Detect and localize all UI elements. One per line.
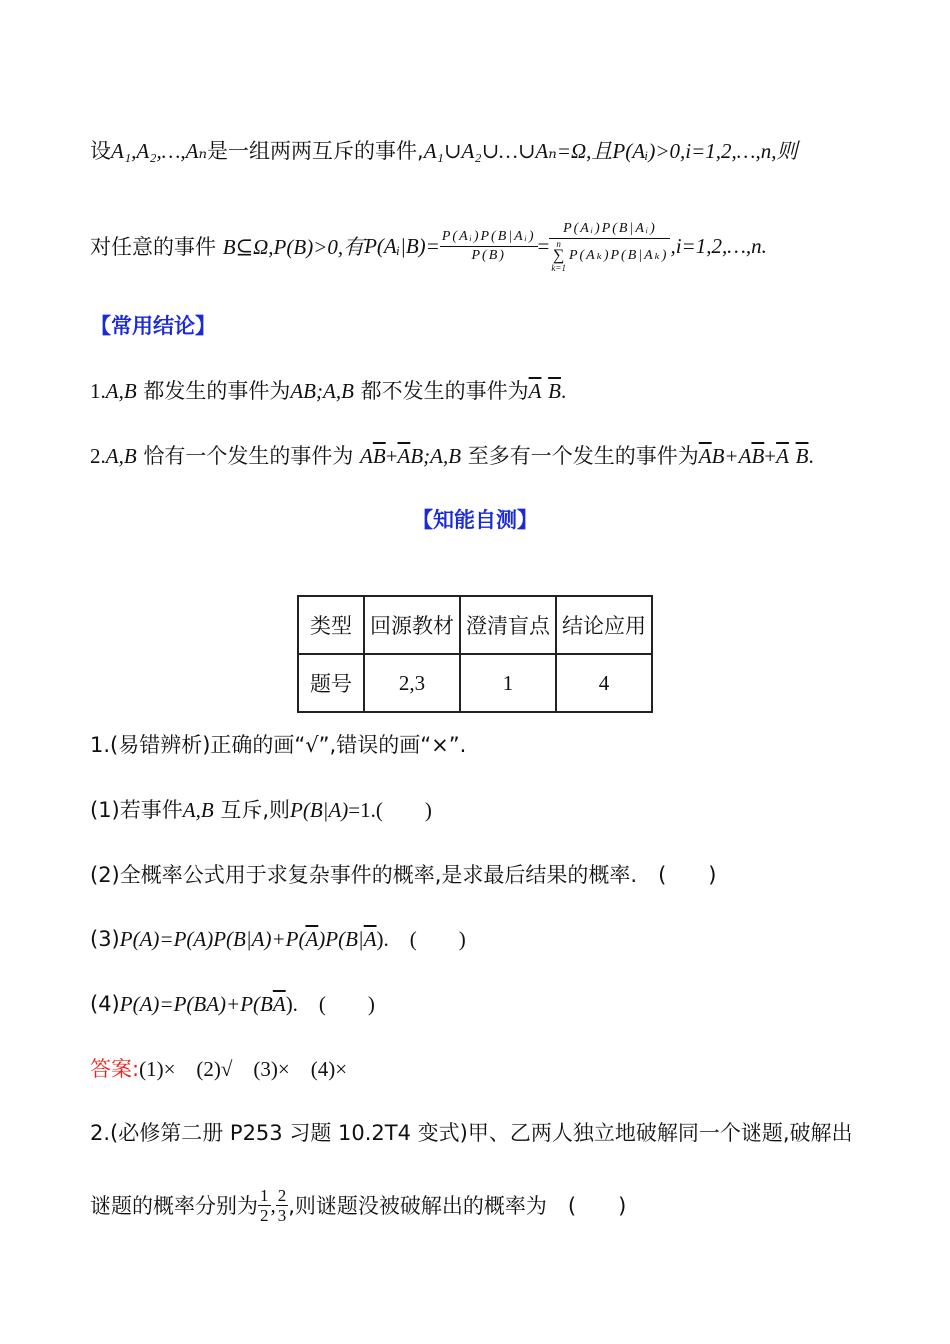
math: A₁,A₂,…,Aₙ [111, 139, 208, 163]
question-2-line-2 [90, 1180, 626, 1230]
overline-math: $\overline{B}$ [372, 444, 386, 468]
denominator: 3 [277, 1205, 287, 1225]
math: A,B [105, 444, 137, 468]
fraction-half [258, 1186, 271, 1225]
overline-math: $\overline{B}$ [548, 379, 561, 403]
math: P(B|A) [290, 798, 349, 822]
math: A,B [182, 798, 214, 822]
overline-math: $\overline{A}$ [397, 444, 411, 468]
num: 2. [90, 444, 106, 468]
math: P(Aᵢ|B)= [364, 233, 440, 258]
text: 谜题的概率分别为 [90, 1194, 258, 1218]
math: B;A,B [410, 444, 462, 468]
math: B+A [711, 444, 752, 468]
text: 是一组两两互斥的事件, [207, 139, 424, 163]
conclusion-1 [90, 376, 566, 406]
math: P(A)=P(A)P(B|A)+P( [119, 927, 306, 951]
math: A,B [105, 379, 137, 403]
num: 1. [90, 379, 106, 403]
section-heading-selftest: 【知能自测】 [412, 508, 538, 532]
text: 设 [90, 139, 111, 163]
overline-math: $\overline{A}$ [363, 927, 377, 951]
overline-math: $\overline{A}$ [272, 992, 286, 1016]
sigma: ∑ [552, 246, 565, 264]
table-cell: 题号 [298, 654, 364, 712]
table-cell: 4 [556, 654, 652, 712]
question-1-answer [90, 1054, 347, 1084]
question-1-item-4 [90, 989, 375, 1019]
question-type-table [297, 595, 653, 713]
text: 对任意的事件 [90, 235, 216, 259]
text: =1.( ) [348, 798, 432, 822]
text: 至多有一个发生的事件为 [467, 444, 699, 468]
overline-math: $\overline{B}$ [751, 444, 765, 468]
numerator: 2 [277, 1185, 287, 1205]
text: 互斥,则 [220, 798, 291, 822]
formula-line-2 [90, 206, 767, 286]
overline-math: $\overline{A}$ [528, 379, 542, 403]
math: ,i=1,2,…,n. [670, 233, 767, 258]
table-row [298, 654, 652, 712]
question-1-item-1 [90, 795, 432, 825]
fraction-1 [440, 228, 538, 265]
text: 都发生的事件为 [143, 379, 291, 403]
math: A [360, 444, 373, 468]
table-cell: 2,3 [364, 654, 460, 712]
table-cell: 回源教材 [364, 596, 460, 654]
math: B⊆Ω,P(B)>0,有 [222, 235, 365, 259]
text: (1)若事件 [90, 798, 183, 822]
period: . [808, 444, 814, 468]
text: ). ( ) [376, 927, 466, 951]
sum-bottom: k=1 [551, 262, 566, 273]
overline-math: $\overline{A}$ [305, 927, 319, 951]
section-heading-conclusions: 【常用结论】 [90, 314, 216, 338]
text: (3) [90, 927, 120, 951]
numerator: 1 [260, 1185, 269, 1205]
question-1-item-3 [90, 924, 466, 954]
text: ,则谜题没被破解出的概率为 ( ) [288, 1194, 627, 1218]
denominator: 2 [260, 1205, 269, 1225]
plus: + [764, 444, 777, 468]
answer-label: 答案: [90, 1057, 140, 1081]
fraction-2 [549, 220, 670, 273]
text: (4) [90, 992, 120, 1016]
question-2-line-1: 2.(必修第二册 P253 习题 10.2T4 变式)甲、乙两人独立地破解同一个谜题,破解出 [90, 1121, 853, 1145]
sum-top: n [556, 238, 561, 249]
table-cell: 澄清盲点 [460, 596, 556, 654]
math: P(A)=P(BA)+P(B [119, 992, 273, 1016]
math: )P(B| [318, 927, 364, 951]
overline-math: $\overline{B}$ [795, 444, 809, 468]
sum-symbol [551, 239, 566, 273]
answer-text: (1)× (2)√ (3)× (4)× [139, 1057, 348, 1081]
overline-math: $\overline{A}$ [698, 444, 712, 468]
text: 都不发生的事件为 [360, 379, 529, 403]
overline-math: $\overline{A}$ [776, 444, 789, 468]
table-cell: 类型 [298, 596, 364, 654]
fraction-two-thirds [276, 1186, 289, 1225]
table-cell: 1 [460, 654, 556, 712]
question-1-item-2: (2)全概率公式用于求复杂事件的概率,是求最后结果的概率. ( ) [90, 863, 717, 887]
comma: , [270, 1192, 276, 1217]
question-1-title: 1.(易错辨析)正确的画“√”,错误的画“×”. [90, 733, 467, 757]
formula-line-1 [90, 136, 797, 166]
math: AB;A,B [290, 379, 354, 403]
math: A₁∪A₂∪…∪Aₙ=Ω,且 [423, 139, 613, 163]
conclusion-2 [90, 441, 814, 471]
denominator-text: P(Aₖ)P(B|Aₖ) [568, 247, 669, 263]
plus: + [385, 444, 398, 468]
text: ). ( ) [285, 992, 375, 1016]
math: P(Aᵢ)>0,i=1,2,…,n,则 [612, 139, 798, 163]
table-header-row [298, 596, 652, 654]
numerator: P(Aᵢ)P(B|Aᵢ) [549, 220, 670, 239]
table-cell: 结论应用 [556, 596, 652, 654]
denominator [549, 239, 670, 273]
equals: = [537, 233, 550, 258]
numerator: P(Aᵢ)P(B|Aᵢ) [440, 228, 538, 247]
text: 恰有一个发生的事件为 [143, 444, 354, 468]
period: . [560, 379, 567, 403]
denominator: P(B) [471, 247, 506, 263]
